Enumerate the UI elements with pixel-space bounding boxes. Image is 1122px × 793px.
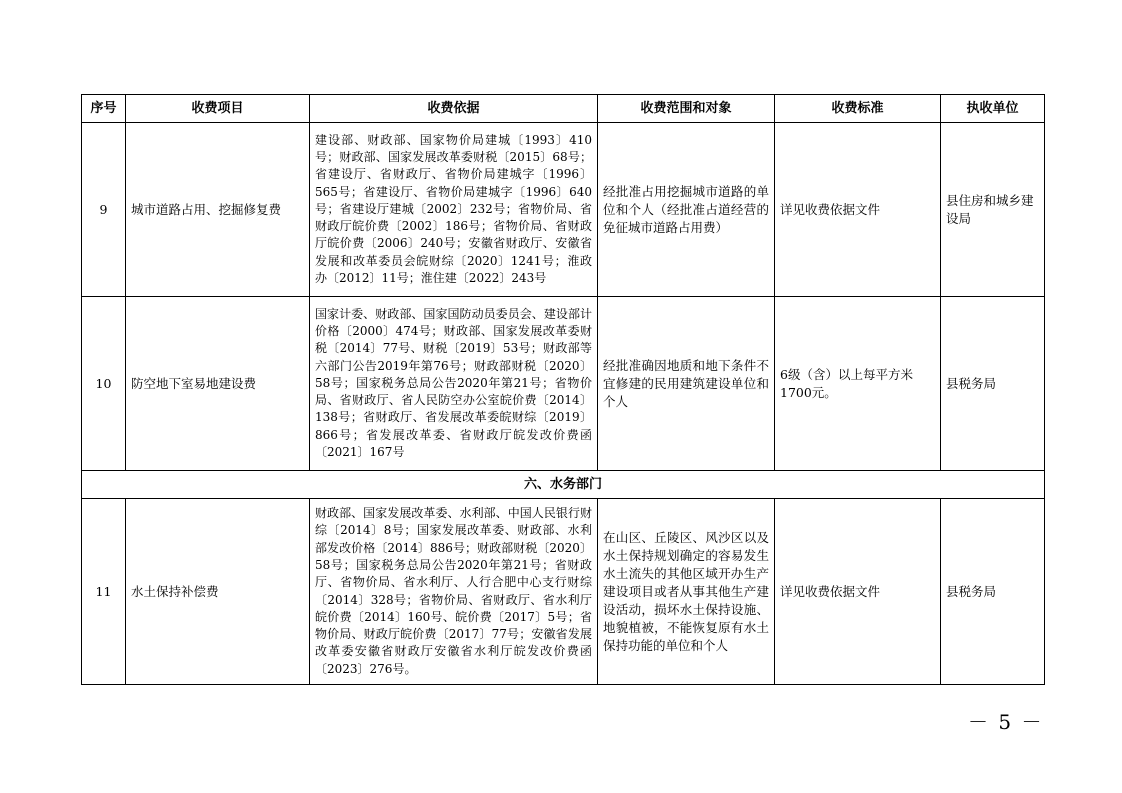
header-fee-item: 收费项目 xyxy=(126,95,310,123)
header-fee-basis: 收费依据 xyxy=(310,95,598,123)
table-row xyxy=(82,297,1045,471)
header-serial: 序号 xyxy=(82,95,126,123)
header-fee-standard: 收费标准 xyxy=(775,95,941,123)
row-fee-scope: 在山区、丘陵区、风沙区以及水土保持规划确定的容易发生水土流失的其他区域开办生产建设项目或者从事其他生产建设活动，损坏水土保持设施、地貌植被，不能恢复原有水土保持功能的单位和个人 xyxy=(598,499,775,685)
header-fee-scope: 收费范围和对象 xyxy=(598,95,775,123)
row-fee-standard: 6级（含）以上每平方米1700元。 xyxy=(775,297,941,471)
row-fee-basis: 建设部、财政部、国家物价局建城〔1993〕410号；财政部、国家发展改革委财税〔2015〕68号；省建设厅、省财政厅、省物价局建城字〔1996〕565号；省建设厅、省物价局建城字〔1996〕640号；省建设厅建城〔2002〕232号；省物价局、省财政厅皖价费〔2002〕186号；省物价局、省财政厅皖价费〔2006〕240号；安徽省财政厅、安徽省发展和改革委员会皖财综〔2020〕1241号；淮政办〔2012〕11号；淮住建〔2022〕243号 xyxy=(310,123,598,297)
fee-table xyxy=(81,94,1045,685)
row-fee-item: 防空地下室易地建设费 xyxy=(126,297,310,471)
row-fee-scope: 经批准占用挖掘城市道路的单位和个人（经批准占道经营的免征城市道路占用费） xyxy=(598,123,775,297)
row-fee-item: 城市道路占用、挖掘修复费 xyxy=(126,123,310,297)
row-fee-standard: 详见收费依据文件 xyxy=(775,499,941,685)
table-row xyxy=(82,123,1045,297)
header-collecting-unit: 执收单位 xyxy=(941,95,1045,123)
row-fee-basis: 国家计委、财政部、国家国防动员委员会、建设部计价格〔2000〕474号；财政部、国家发展改革委财税〔2014〕77号、财税〔2019〕53号；财政部等六部门公告2019年第76号；财政部财税〔2020〕58号；国家税务总局公告2020年第21号；省物价局、省财政厅、省人民防空办公室皖价费〔2014〕138号；省财政厅、省发展改革委皖财综〔2019〕866号；省发展改革委、省财政厅皖发改价费函〔2021〕167号 xyxy=(310,297,598,471)
row-collecting-unit: 县税务局 xyxy=(941,499,1045,685)
row-collecting-unit: 县税务局 xyxy=(941,297,1045,471)
row-collecting-unit: 县住房和城乡建设局 xyxy=(941,123,1045,297)
row-serial: 11 xyxy=(82,499,126,685)
row-serial: 10 xyxy=(82,297,126,471)
table-row xyxy=(82,499,1045,685)
header-row xyxy=(82,95,1045,123)
row-fee-standard: 详见收费依据文件 xyxy=(775,123,941,297)
row-serial: 9 xyxy=(82,123,126,297)
section-row xyxy=(82,471,1045,499)
page-number: － 5 － xyxy=(968,710,1044,734)
section-title: 六、水务部门 xyxy=(82,471,1045,499)
row-fee-item: 水土保持补偿费 xyxy=(126,499,310,685)
row-fee-scope: 经批准确因地质和地下条件不宜修建的民用建筑建设单位和个人 xyxy=(598,297,775,471)
row-fee-basis: 财政部、国家发展改革委、水利部、中国人民银行财综〔2014〕8号；国家发展改革委、财政部、水利部发改价格〔2014〕886号；财政部财税〔2020〕58号；国家税务总局公告2020年第21号；省财政厅、省物价局、省水利厅、人行合肥中心支行财综〔2014〕328号；省物价局、省财政厅、省水利厅皖价费〔2014〕160号、皖价费〔2017〕5号；省物价局、财政厅皖价费〔2017〕77号；安徽省发展改革委安徽省财政厅安徽省水利厅皖发改价费函〔2023〕276号。 xyxy=(310,499,598,685)
